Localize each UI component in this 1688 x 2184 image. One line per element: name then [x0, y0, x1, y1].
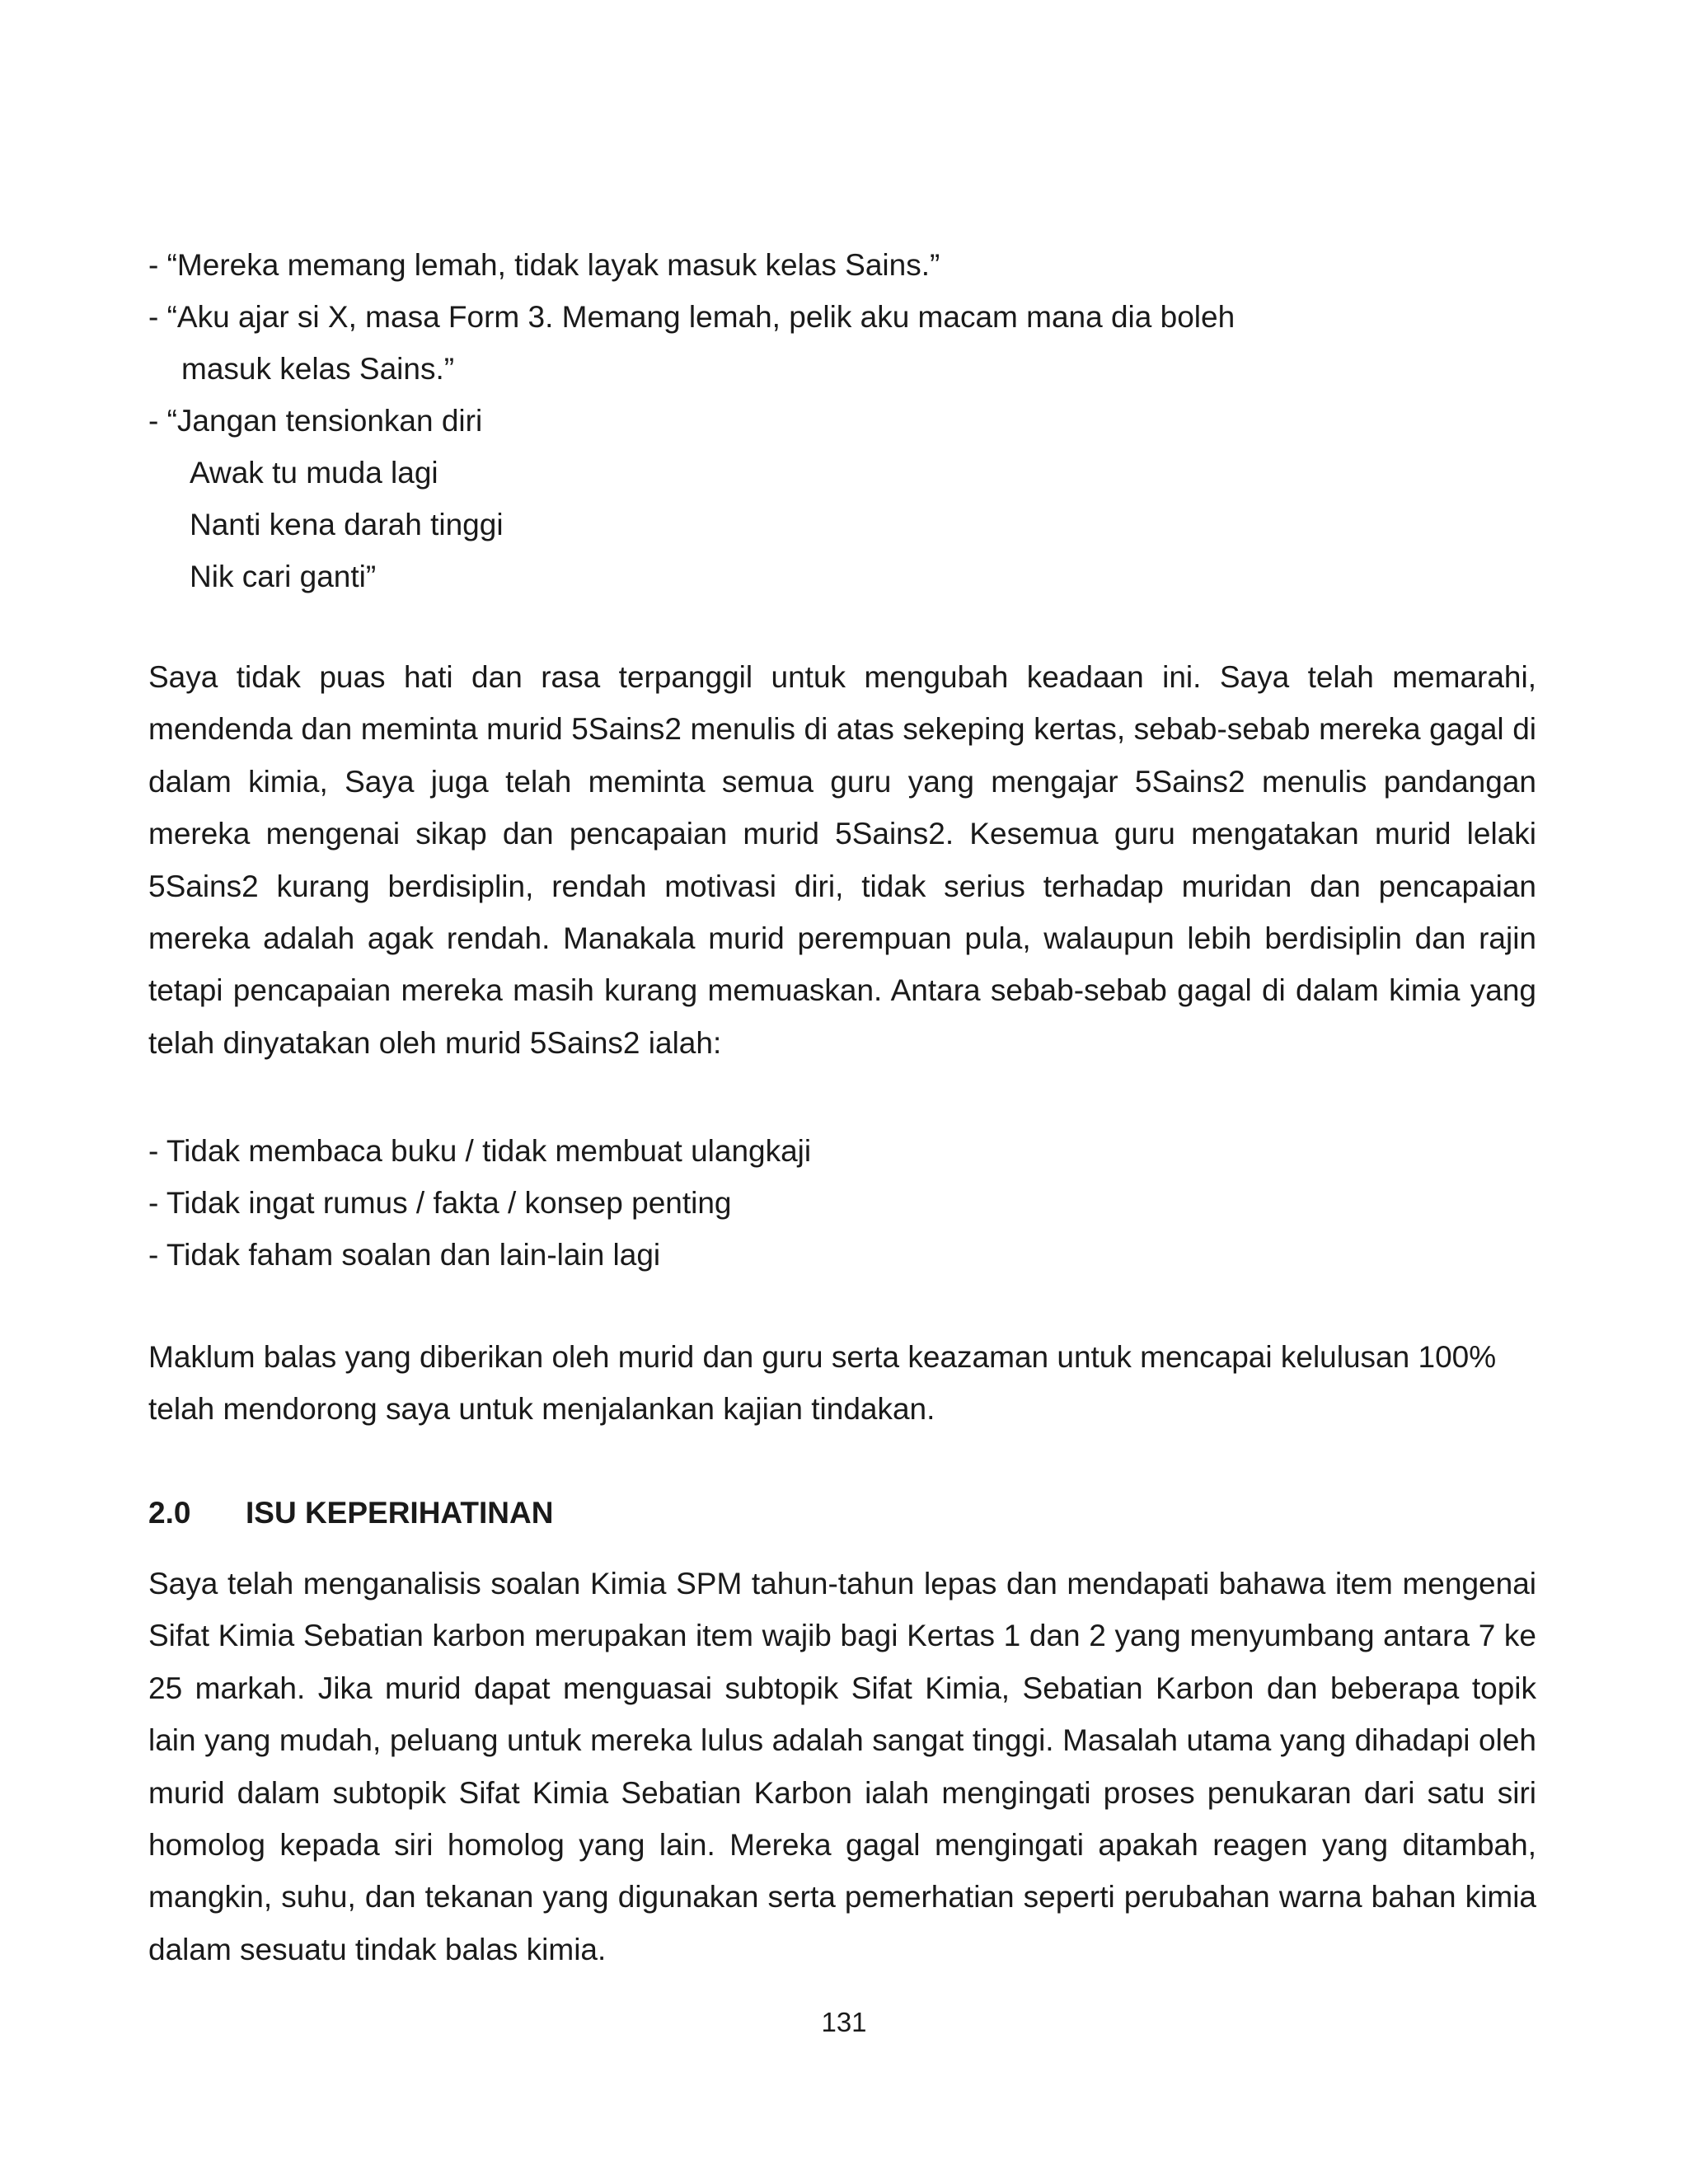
quote-line: Nanti kena darah tinggi	[190, 508, 504, 541]
quote-line: Nik cari ganti”	[190, 560, 377, 593]
list-item: - Tidak membaca buku / tidak membuat ulangkaji	[148, 1134, 812, 1168]
page-number: 131	[821, 2007, 867, 2037]
body-paragraph: Saya tidak puas hati dan rasa terpanggil untuk mengubah keadaan ini. Saya telah memarahi, mendenda dan meminta murid 5Sains2 menulis di atas sekeping kertas, sebab-sebab mereka gagal di dalam kimia, Saya juga telah meminta semua guru yang mengajar 5Sains2 menulis pandangan mereka mengenai sikap dan pencapaian murid 5Sains2. Kesemua guru mengatakan murid lelaki 5Sains2 kurang berdisiplin, rendah motivasi diri, tidak serius terhadap muridan dan pencapaian mereka adalah agak rendah. Manakala murid perempuan pula, walaupun lebih berdisiplin dan rajin tetapi pencapaian mereka masih kurang memuaskan. Antara sebab-sebab gagal di dalam kimia yang telah dinyatakan oleh murid 5Sains2 ialah:	[148, 660, 1536, 1060]
body-paragraph: Maklum balas yang diberikan oleh murid dan guru serta keazaman untuk mencapai kelulusan 100% telah mendorong saya untuk menjalankan kajian tindakan.	[148, 1340, 1497, 1427]
quote-line: - “Mereka memang lemah, tidak layak masuk kelas Sains.”	[148, 248, 940, 282]
list-item: - Tidak faham soalan dan lain-lain lagi	[148, 1238, 661, 1272]
quote-line: - “Jangan tensionkan diri	[148, 404, 483, 438]
section-number: 2.0	[148, 1496, 191, 1530]
body-paragraph: Saya telah menganalisis soalan Kimia SPM tahun-tahun lepas dan mendapati bahawa item mengenai Sifat Kimia Sebatian karbon merupakan item wajib bagi Kertas 1 dan 2 yang menyumbang antara 7 ke 25 markah. Jika murid dapat menguasai subtopik Sifat Kimia, Sebatian Karbon dan beberapa topik lain yang mudah, peluang untuk mereka lulus adalah sangat tinggi. Masalah utama yang dihadapi oleh murid dalam subtopik Sifat Kimia Sebatian Karbon ialah mengingati proses penukaran dari satu siri homolog kepada siri homolog yang lain. Mereka gagal mengingati apakah reagen yang ditambah, mangkin, suhu, dan tekanan yang digunakan serta pemerhatian seperti perubahan warna bahan kimia dalam sesuatu tindak balas kimia.	[148, 1567, 1536, 1966]
section-title: ISU KEPERIHATINAN	[246, 1496, 554, 1530]
quote-line: masuk kelas Sains.”	[181, 352, 455, 386]
quote-line: - “Aku ajar si X, masa Form 3. Memang lemah, pelik aku macam mana dia boleh	[148, 300, 1236, 334]
quote-line: Awak tu muda lagi	[190, 456, 438, 490]
list-item: - Tidak ingat rumus / fakta / konsep penting	[148, 1186, 732, 1220]
